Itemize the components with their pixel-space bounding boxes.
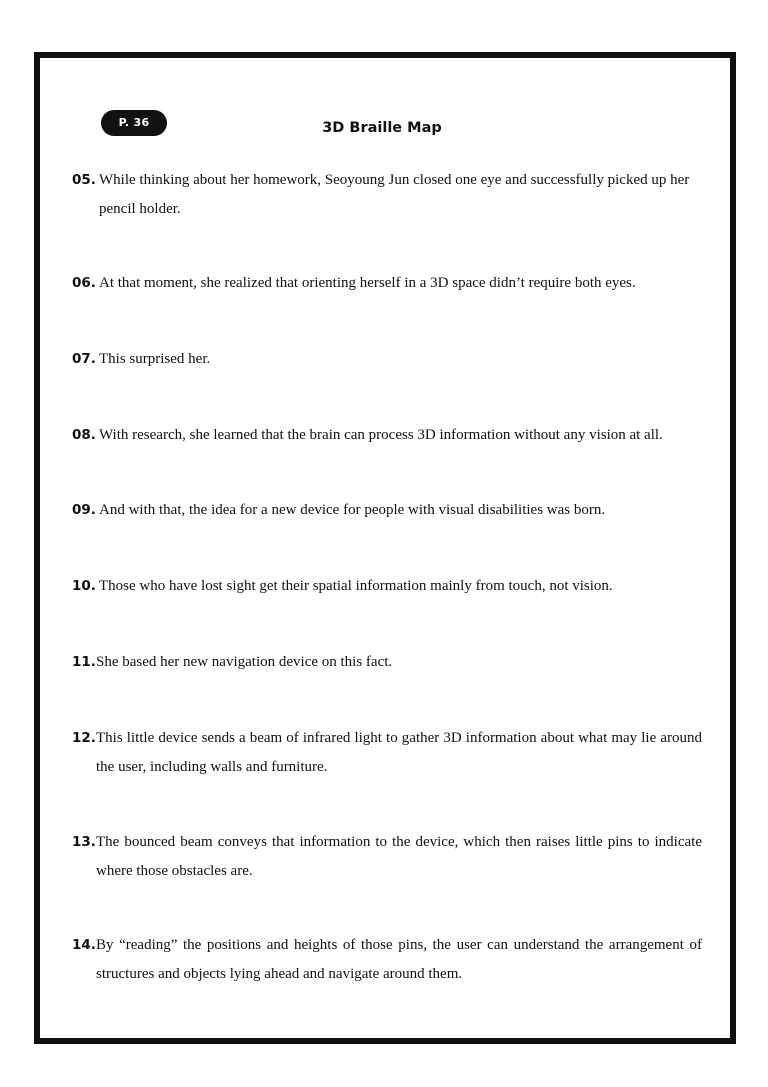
item-text: And with that, the idea for a new device for people with visual disabilities was born.: [99, 502, 606, 518]
item-text: With research, she learned that the brain can process 3D information without any vision at all.: [99, 427, 663, 443]
item-number: 12.: [72, 730, 96, 746]
page-number-badge: P. 36: [101, 110, 167, 136]
item-text: By “reading” the positions and heights of those pins, the user can understand the arrangement of structures and objects lying ahead and navigate around them.: [96, 937, 702, 982]
item-number: 11.: [72, 654, 96, 670]
item-text: While thinking about her homework, Seoyoung Jun closed one eye and successfully picked up her pencil holder.: [99, 172, 690, 217]
item-number: 14.: [72, 937, 96, 953]
item-text: Those who have lost sight get their spatial information mainly from touch, not vision.: [99, 578, 613, 594]
item-text: This surprised her.: [99, 351, 211, 367]
item-text: The bounced beam conveys that information to the device, which then raises little pins to indicate where those obstacles are.: [96, 834, 702, 879]
item-number: 05.: [72, 172, 96, 188]
item-text: This little device sends a beam of infrared light to gather 3D information about what may lie around the user, including walls and furniture.: [96, 730, 702, 775]
item-number: 10.: [72, 578, 96, 594]
page-title: 3D Braille Map: [322, 120, 442, 136]
item-number: 08.: [72, 427, 96, 443]
item-number: 13.: [72, 834, 96, 850]
item-number: 09.: [72, 502, 96, 518]
item-number: 06.: [72, 275, 96, 291]
item-number: 07.: [72, 351, 96, 367]
item-text: She based her new navigation device on this fact.: [96, 654, 393, 670]
item-text: At that moment, she realized that orienting herself in a 3D space didn’t require both eyes.: [99, 275, 636, 291]
